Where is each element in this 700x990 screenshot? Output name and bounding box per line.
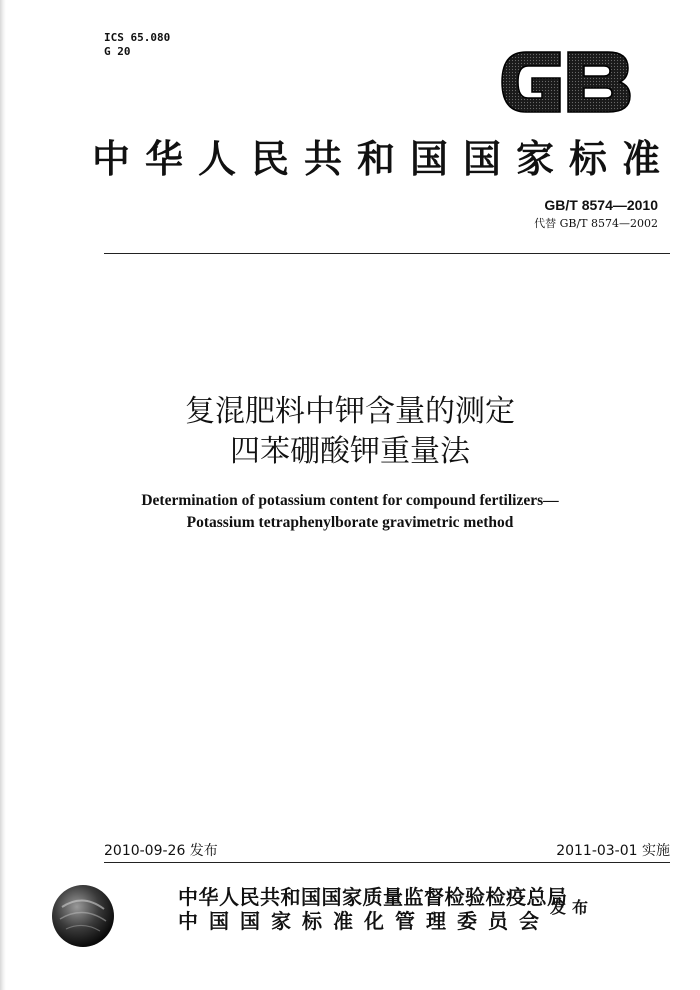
issuer-aqsiq: 中华人民共和国国家质量监督检验检疫总局 [178, 885, 568, 909]
replaces-standard: 代替 GB/T 8574—2002 [534, 217, 658, 230]
header-divider [104, 253, 670, 254]
english-title-line2: Potassium tetraphenylborate gravimetric method [186, 514, 514, 531]
gb-logo [496, 44, 636, 120]
national-standard-title: 中华人民共和国国家标准 [92, 136, 676, 181]
chinese-title-line2: 四苯硼酸钾重量法 [230, 434, 470, 469]
standard-number: GB/T 8574—2010 [544, 197, 658, 213]
english-title-line1: Determination of potassium content for compound fertilizers— [141, 492, 559, 509]
gb-logo-text: GB [565, 90, 567, 91]
footer-divider [104, 862, 670, 863]
ics-code: ICS 65.080 [104, 31, 171, 44]
gb-logo-mark [502, 52, 630, 112]
implementation-date: 2011-03-01 实施 [556, 843, 670, 859]
ccs-code: G 20 [104, 45, 131, 58]
issue-date: 2010-09-26 发布 [104, 843, 218, 859]
issuer-sac: 中国国家标准化管理委员会 [178, 909, 550, 933]
chinese-title-line1: 复混肥料中钾含量的测定 [185, 394, 515, 429]
emblem-seal-icon [50, 883, 116, 949]
publish-label: 发布 [550, 898, 595, 917]
classification-codes [104, 31, 170, 59]
